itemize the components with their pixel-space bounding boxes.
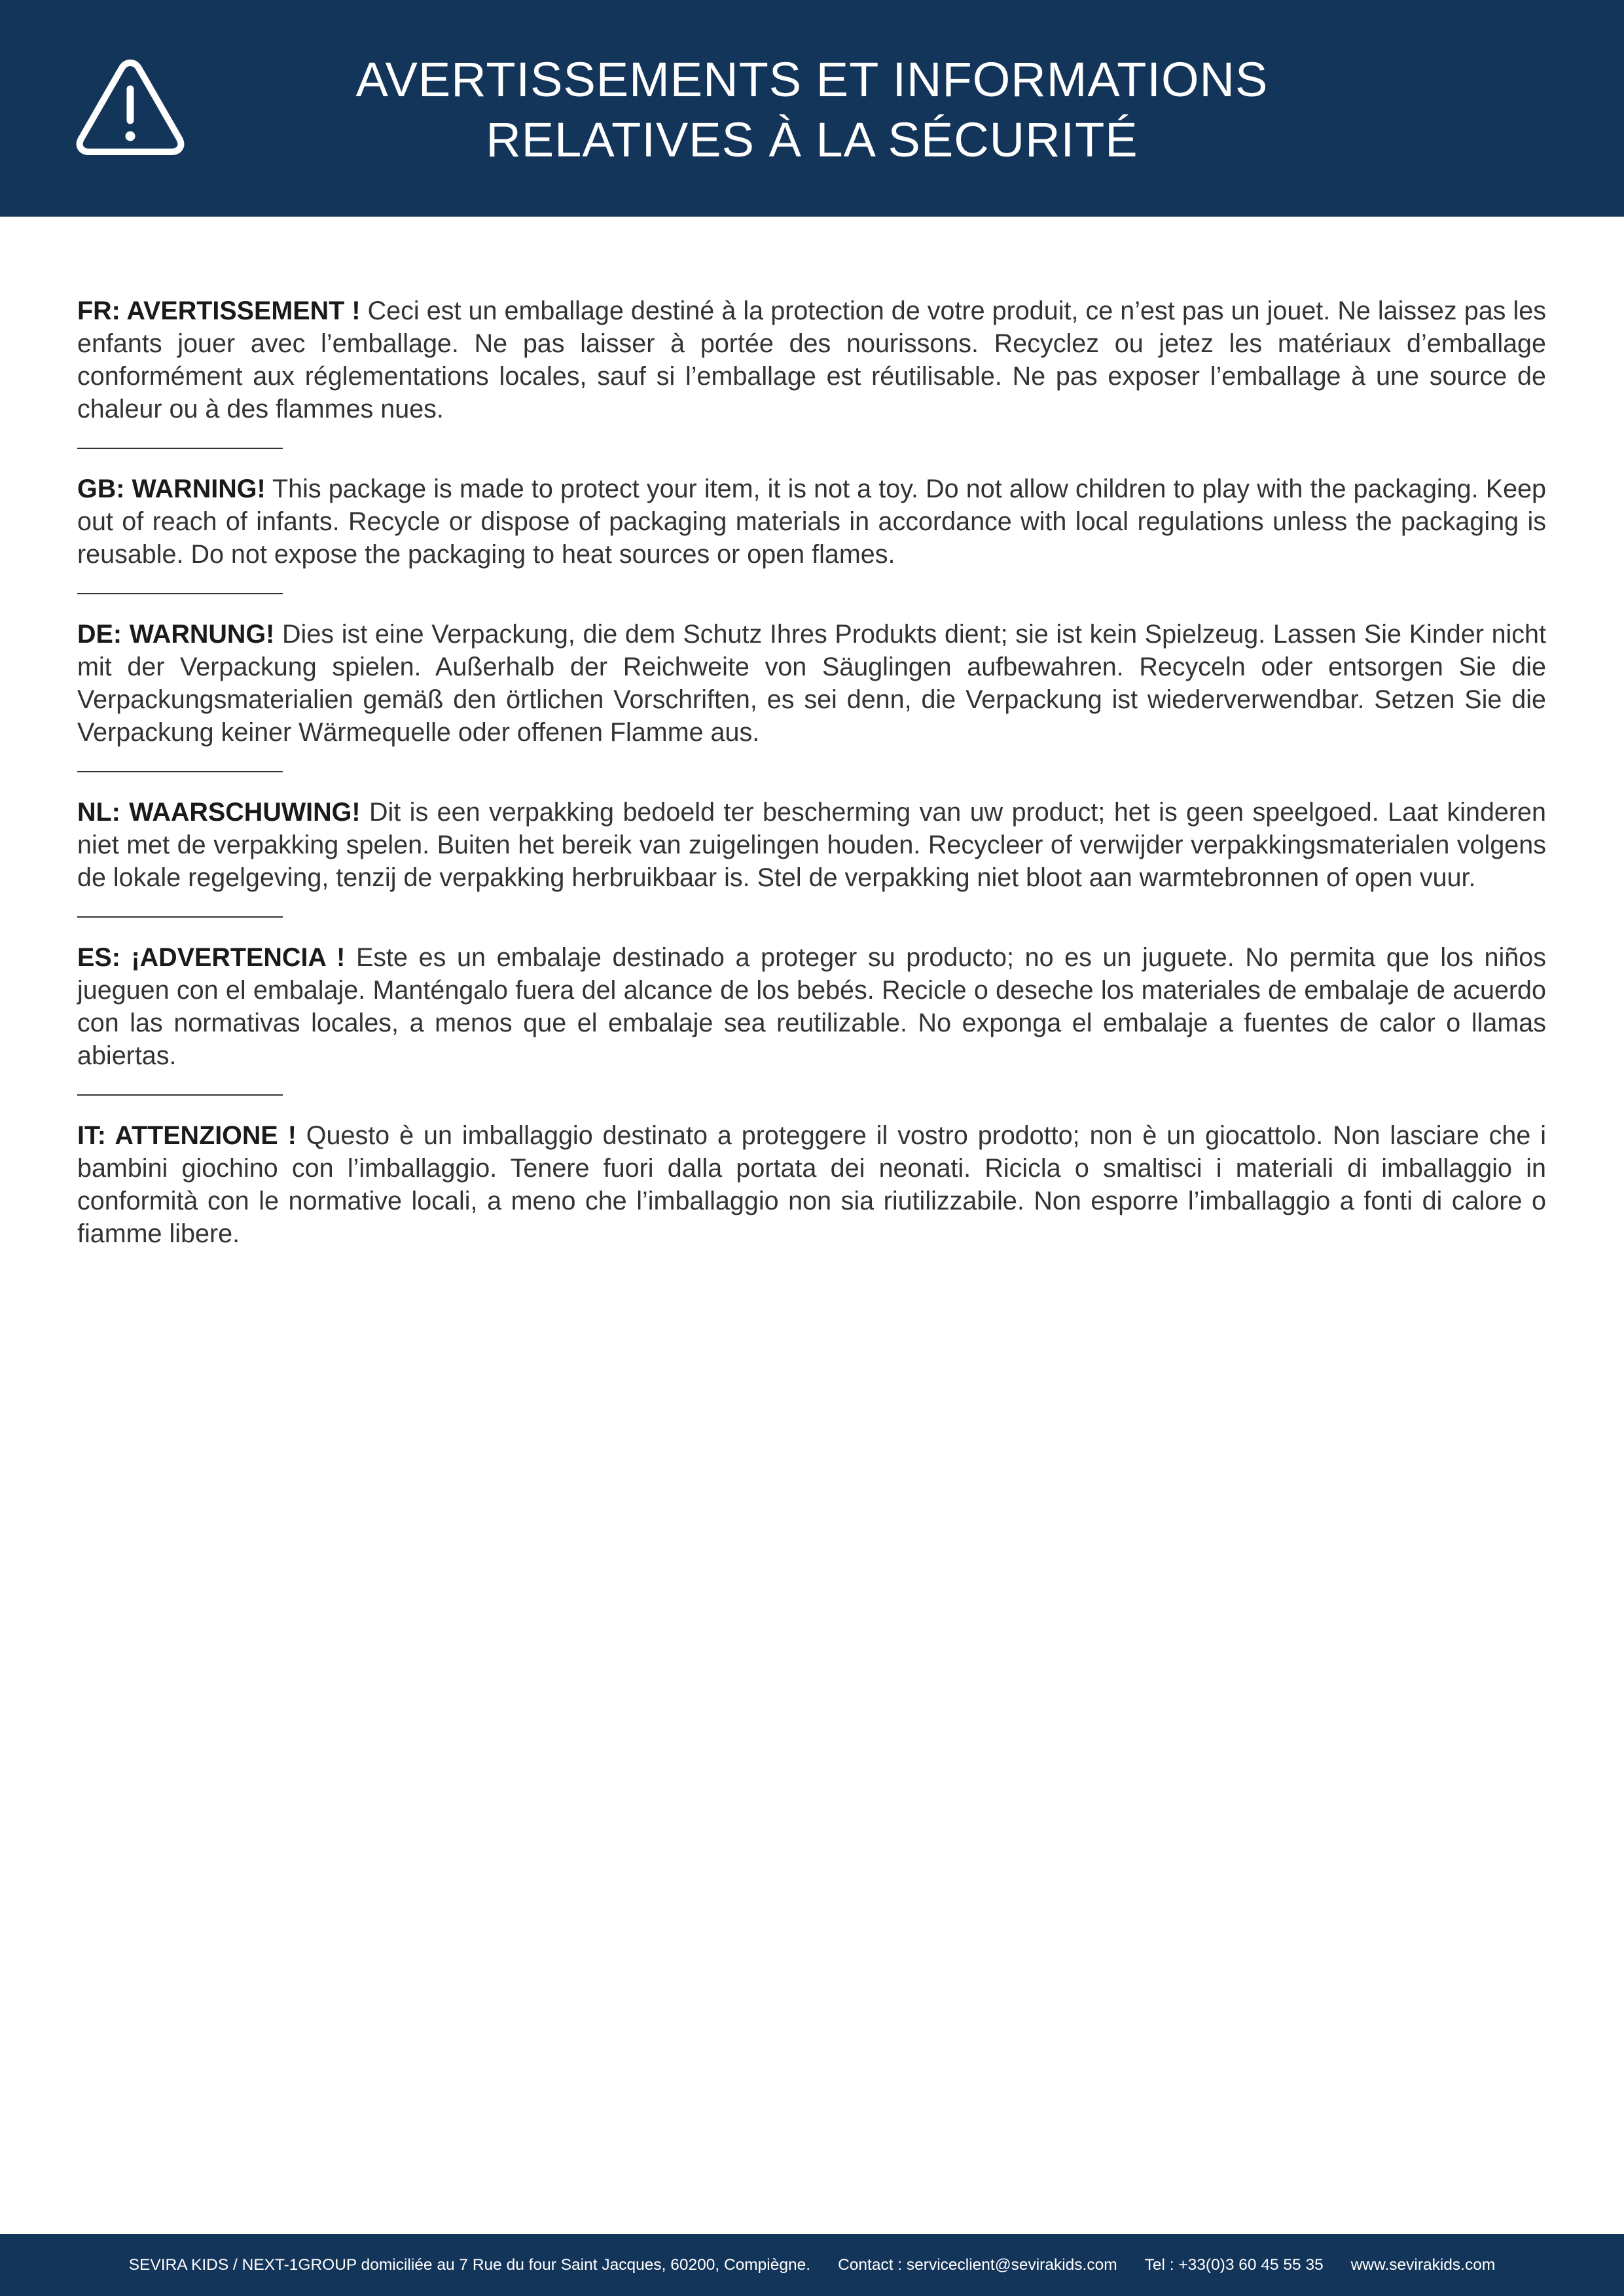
warning-section-fr	[77, 295, 1546, 425]
page-title	[196, 50, 1428, 170]
warning-label-nl: NL: WAARSCHUWING!	[77, 798, 361, 827]
warning-section-es	[77, 941, 1546, 1072]
separator	[77, 593, 283, 594]
footer-company: SEVIRA KIDS / NEXT-1GROUP domiciliée au 7 Rue du four Saint Jacques, 60200, Compiègne.	[128, 2255, 811, 2274]
warning-text-it: Questo è un imballaggio destinato a proteggere il vostro prodotto; non è un giocattolo. Non lasciare che i bambini giochino con l’imballaggio. Tenere fuori dalla portata dei neonati. Ricicla o smaltisci i materiali di imballaggio in conformità con le normative locali, a meno che l’imballaggio non sia riutilizzabile. Non esporre l’imballaggio a fonti di calore o fiamme libere.	[77, 1121, 1546, 1248]
footer-phone: Tel : +33(0)3 60 45 55 35	[1144, 2255, 1324, 2274]
warning-text-fr: Ceci est un emballage destiné à la protection de votre produit, ce n’est pas un jouet. Ne laissez pas les enfants jouer avec l’emballage. Ne pas laisser à portée des nourissons. Recyclez ou jetez les matériaux d’emballage conformément aux réglementations locales, sauf si l’emballage est réutilisable. Ne pas exposer l’emballage à une source de chaleur ou à des flammes nues.	[77, 296, 1546, 423]
warning-text-de: Dies ist eine Verpackung, die dem Schutz Ihres Produkts dient; sie ist kein Spielzeug. Lassen Sie Kinder nicht mit der Verpackung spielen. Außerhalb der Reichweite von Säuglingen aufbewahren. Recyceln oder entsorgen Sie die Verpackungsmaterialien gemäß den örtlichen Vorschriften, es sei denn, die Verpackung ist wiederverwendbar. Setzen Sie die Verpackung keiner Wärmequelle oder offenen Flamme aus.	[77, 620, 1547, 747]
warnings-content	[77, 295, 1546, 1250]
warning-section-gb	[77, 473, 1546, 571]
warning-label-es: ES: ¡ADVERTENCIA !	[77, 943, 346, 972]
warning-text-gb: This package is made to protect your item, it is not a toy. Do not allow children to play with the packaging. Keep out of reach of infants. Recycle or dispose of packaging materials in accordance with local regulations unless the packaging is reusable. Do not expose the packaging to heat sources or open flames.	[77, 475, 1547, 569]
warning-label-de: DE: WARNUNG!	[77, 620, 275, 649]
warning-section-nl	[77, 796, 1546, 894]
warning-text-es: Este es un embalaje destinado a proteger su producto; no es un juguete. No permita que los niños jueguen con el embalaje. Manténgalo fuera del alcance de los bebés. Recicle o deseche los materiales de embalaje de acuerdo con las normativas locales, a menos que el embalaje sea reutilizable. No exponga el embalaje a fuentes de calor o llamas abiertas.	[77, 943, 1546, 1070]
footer-website-link[interactable]: www.sevirakids.com	[1350, 2255, 1496, 2274]
warning-section-it	[77, 1119, 1546, 1250]
warning-label-it: IT: ATTENZIONE !	[77, 1121, 297, 1150]
warning-section-de	[77, 618, 1546, 749]
warning-triangle-icon	[76, 58, 185, 157]
warning-label-fr: FR: AVERTISSEMENT !	[77, 296, 361, 325]
warning-label-gb: GB: WARNING!	[77, 475, 266, 503]
footer-contact-email[interactable]: Contact : serviceclient@sevirakids.com	[838, 2255, 1117, 2274]
page-title-line-1: AVERTISSEMENTS ET INFORMATIONS	[355, 52, 1269, 107]
separator	[77, 448, 283, 449]
footer-bar	[0, 2234, 1624, 2296]
warning-text-nl: Dit is een verpakking bedoeld ter bescherming van uw product; het is geen speelgoed. Laat kinderen niet met de verpakking spelen. Buiten het bereik van zuigelingen houden. Recycleer of verwijder verpakkingsmaterialen volgens de lokale regelgeving, tenzij de verpakking herbruikbaar is. Stel de verpakking niet bloot aan warmtebronnen of open vuur.	[77, 798, 1546, 892]
page-title-line-2: RELATIVES À LA SÉCURITÉ	[486, 113, 1138, 167]
separator	[77, 1094, 283, 1096]
separator	[77, 771, 283, 772]
header-banner	[0, 0, 1624, 217]
separator	[77, 916, 283, 918]
